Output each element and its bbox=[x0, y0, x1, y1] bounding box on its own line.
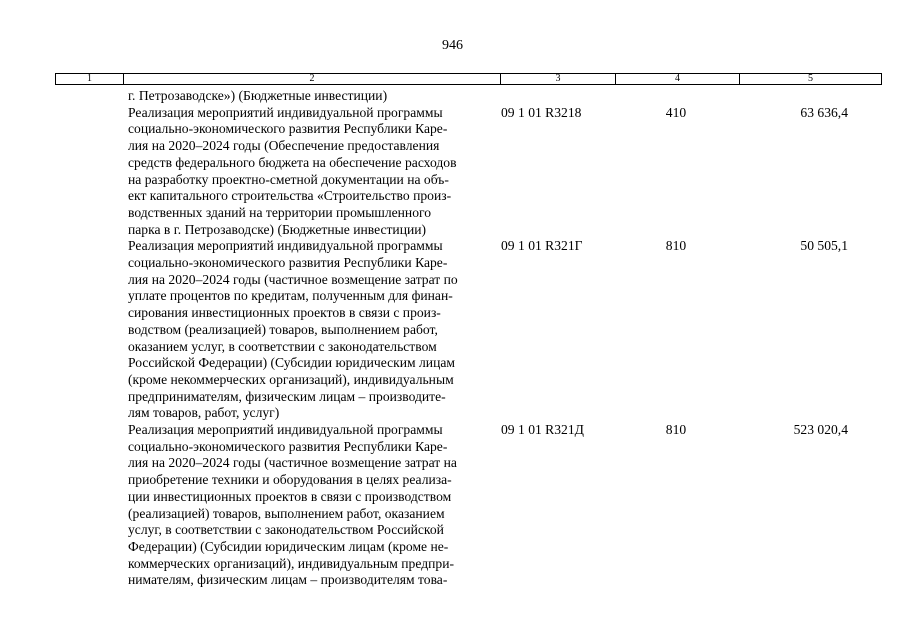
row-description: г. Петрозаводске») (Бюджетные инвестиции) bbox=[128, 88, 388, 103]
row-description: Реализация мероприятий индивидуальной программы социально-экономического развития Республики Каре- лия на 2020–2024 годы (частичное возмещение затрат по уплате процентов по кредитам, полученным для финан- сирования инвестиционных проектов в связи с произ- водством (реализацией) товаров, выполнением работ, оказанием услуг, в соответствии с законодательством Российской Федерации) (Субсидии юридическим лицам (кроме некоммерческих организаций), индивидуальным предпринимателям, физическим лицам – производите- лям товаров, работ, услуг) bbox=[128, 238, 458, 421]
row-description: Реализация мероприятий индивидуальной программы социально-экономического развития Республики Каре- лия на 2020–2024 годы (частичное возмещение затрат на приобретение техники и оборудования в целях реализа- ции инвестиционных проектов в связи с производством (реализацией) товаров, выполнением работ, оказанием услуг, в соответствии с законодательством Российской Федерации) (Субсидии юридическим лицам (кроме не- коммерческих организаций), индивидуальным предпри- нимателям, физическим лицам – производителям това- bbox=[128, 422, 457, 588]
row-code: 09 1 01 R321Д bbox=[501, 422, 584, 438]
table-header bbox=[55, 73, 882, 85]
row-code bbox=[496, 88, 626, 105]
row-amount bbox=[726, 88, 848, 105]
table-body bbox=[55, 88, 880, 589]
row-type: 810 bbox=[665, 422, 687, 438]
row-code: 09 1 01 R3218 bbox=[501, 104, 582, 120]
row-type: 410 bbox=[665, 104, 687, 120]
row-description: Реализация мероприятий индивидуальной программы социально-экономического развития Республики Каре- лия на 2020–2024 годы (Обеспечение предоставления средств федерального бюджета на обеспечение расходов на разработку проектно-сметной документации на объ- ект капитального строительства «Строительство произ- водственных зданий на территории промышленного парка в г. Петрозаводске) (Бюджетные инвестиции) bbox=[128, 104, 457, 237]
row-amount: 50 505,1 bbox=[800, 238, 848, 254]
row-type bbox=[626, 88, 726, 105]
table-row bbox=[55, 238, 880, 422]
header-col-5: 5 bbox=[808, 73, 813, 84]
row-amount: 523 020,4 bbox=[793, 422, 848, 438]
header-col-2: 2 bbox=[124, 74, 501, 84]
header-col-4: 4 bbox=[616, 74, 740, 84]
row-type: 810 bbox=[665, 238, 687, 254]
header-col-3: 3 bbox=[501, 74, 616, 84]
table-row bbox=[55, 422, 880, 589]
page-number: 946 bbox=[442, 38, 463, 53]
table-row bbox=[55, 88, 880, 105]
table-row bbox=[55, 105, 880, 239]
header-col-1: 1 bbox=[56, 74, 124, 84]
row-amount: 63 636,4 bbox=[800, 104, 848, 120]
row-code: 09 1 01 R321Г bbox=[501, 238, 583, 254]
